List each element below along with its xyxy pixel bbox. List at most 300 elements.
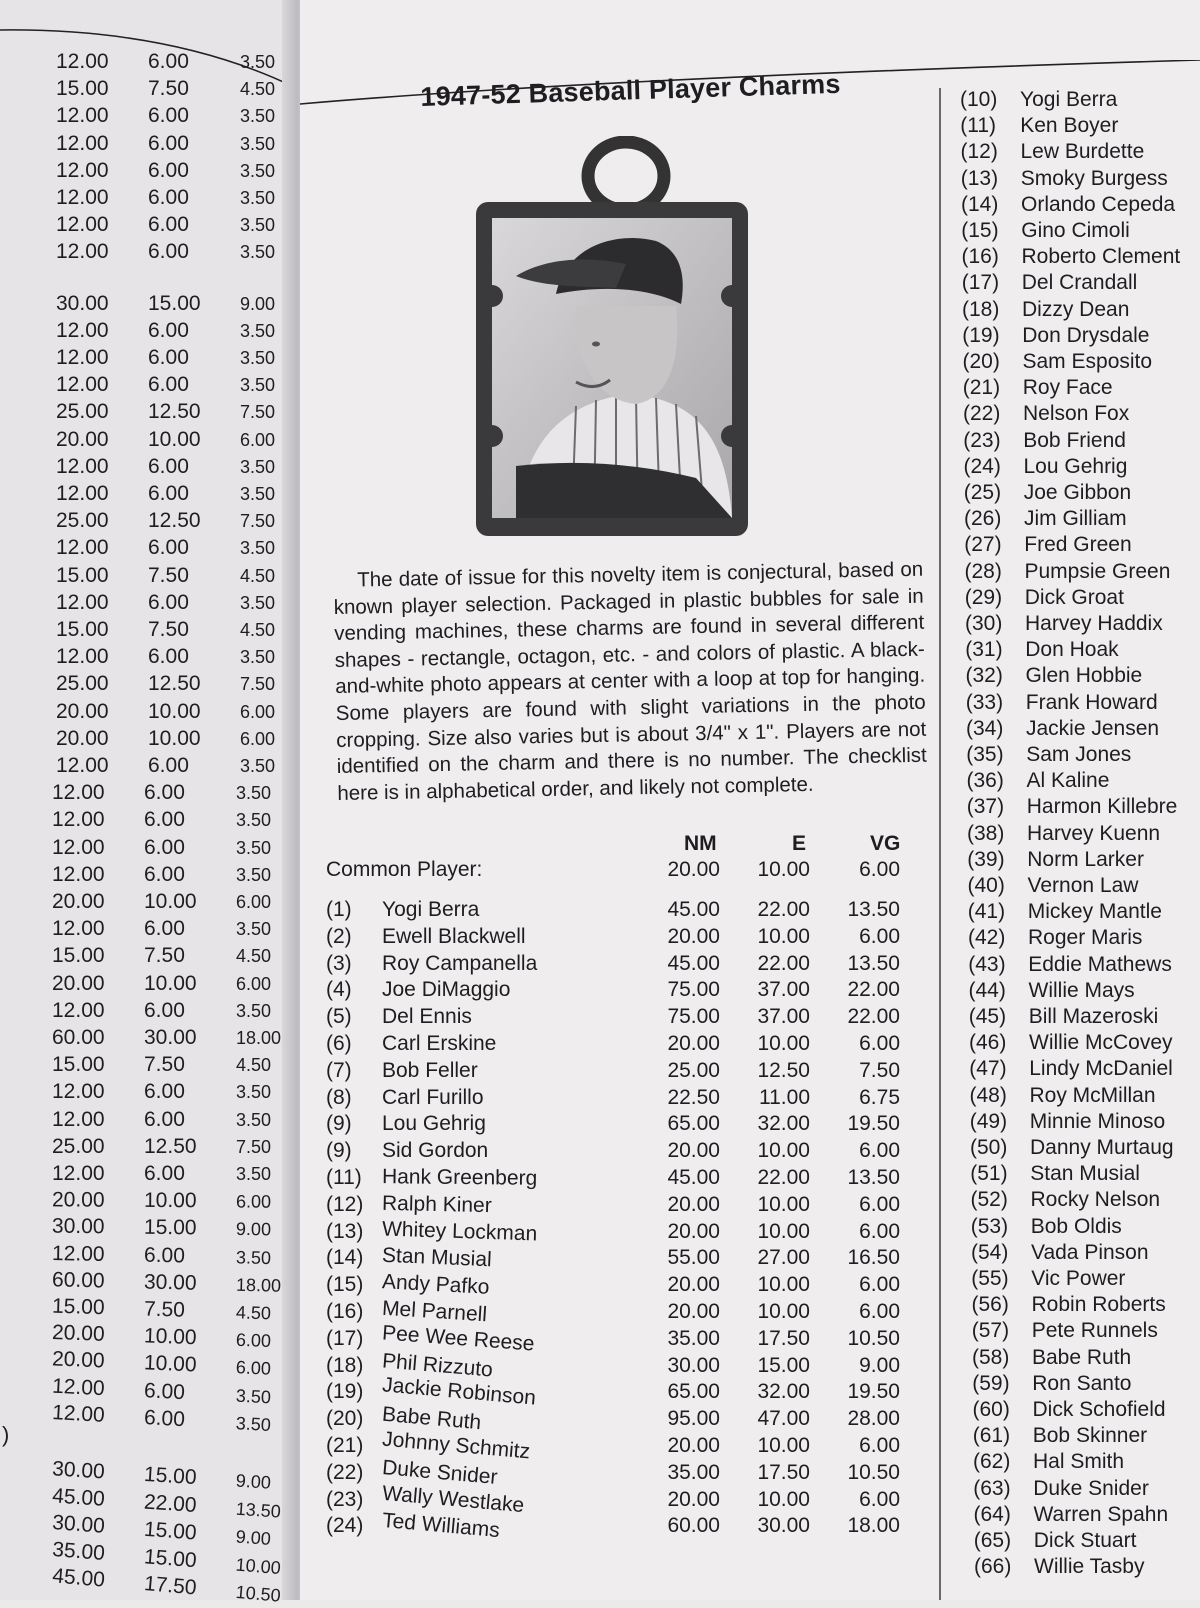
left-value-e: 6.00 bbox=[148, 158, 189, 182]
checklist-name: Yogi Berra bbox=[1020, 88, 1118, 111]
value-vg: 6.00 bbox=[859, 924, 900, 948]
left-value-row bbox=[52, 1135, 271, 1159]
left-value-e: 6.00 bbox=[148, 186, 189, 209]
price-row bbox=[322, 898, 922, 926]
left-value-row bbox=[52, 1026, 281, 1050]
left-value-nm: 12.00 bbox=[56, 482, 109, 505]
left-value-vg: 3.50 bbox=[236, 837, 272, 858]
left-value-nm: 30.00 bbox=[51, 1215, 105, 1239]
value-e: 15.00 bbox=[757, 1353, 810, 1377]
left-value-nm: 12.00 bbox=[56, 645, 109, 669]
checklist-item bbox=[962, 245, 1181, 269]
left-value-nm: 30.00 bbox=[56, 291, 109, 315]
player-number: (4) bbox=[326, 978, 352, 1002]
value-e: 10.00 bbox=[757, 1192, 810, 1216]
left-value-e: 7.50 bbox=[144, 944, 185, 968]
checklist-name: Willie Tasby bbox=[1034, 1555, 1145, 1579]
left-value-vg: 3.50 bbox=[240, 320, 276, 341]
value-vg: 28.00 bbox=[847, 1407, 900, 1431]
checklist-item bbox=[971, 1188, 1161, 1212]
value-nm: 20.00 bbox=[667, 1300, 720, 1323]
left-value-e: 17.50 bbox=[143, 1572, 198, 1600]
left-value-e: 6.00 bbox=[148, 590, 189, 614]
value-e: 10.00 bbox=[757, 1434, 810, 1457]
checklist-item bbox=[961, 219, 1130, 243]
left-value-nm: 12.00 bbox=[52, 862, 105, 886]
left-value-row bbox=[56, 213, 275, 237]
left-value-nm: 12.00 bbox=[51, 1241, 105, 1266]
left-value-nm: 12.00 bbox=[56, 373, 109, 397]
value-vg: 13.50 bbox=[847, 898, 900, 921]
left-value-vg: 4.50 bbox=[235, 1302, 272, 1324]
value-vg: 6.00 bbox=[859, 1032, 900, 1055]
value-vg: 10.50 bbox=[847, 1326, 900, 1350]
left-value-vg: 3.50 bbox=[240, 484, 276, 504]
left-value-row bbox=[52, 1162, 271, 1186]
checklist-number: (21) bbox=[962, 376, 1001, 400]
value-e: 30.00 bbox=[757, 1514, 810, 1538]
value-nm: 75.00 bbox=[667, 1005, 720, 1029]
left-value-nm: 20.00 bbox=[52, 971, 105, 995]
value-nm: 20.00 bbox=[667, 924, 720, 948]
value-e: 12.50 bbox=[757, 1058, 810, 1082]
player-number: (6) bbox=[326, 1032, 352, 1055]
checklist-item bbox=[960, 114, 1118, 138]
left-value-e: 6.00 bbox=[144, 862, 185, 886]
column-divider bbox=[938, 88, 942, 1600]
left-value-row bbox=[52, 781, 271, 805]
value-nm: 65.00 bbox=[667, 1112, 720, 1136]
player-name: Sid Gordon bbox=[382, 1139, 489, 1163]
value-e: 10.00 bbox=[757, 924, 810, 948]
value-e: 47.00 bbox=[757, 1407, 810, 1431]
checklist-item bbox=[968, 926, 1142, 950]
player-number: (7) bbox=[326, 1058, 352, 1082]
checklist-item bbox=[966, 691, 1158, 715]
left-value-vg: 6.00 bbox=[240, 701, 276, 722]
left-value-vg: 9.00 bbox=[235, 1219, 272, 1240]
left-value-vg: 3.50 bbox=[240, 242, 276, 263]
price-row bbox=[322, 1166, 922, 1194]
left-value-vg: 6.00 bbox=[240, 429, 276, 450]
checklist-item bbox=[973, 1450, 1124, 1474]
left-value-vg: 3.50 bbox=[236, 919, 272, 940]
value-e: 10.00 bbox=[757, 1487, 810, 1511]
checklist-name: Roberto Clement bbox=[1021, 245, 1181, 269]
left-value-vg: 7.50 bbox=[240, 511, 276, 532]
checklist-item bbox=[967, 769, 1110, 793]
left-value-row bbox=[52, 917, 271, 941]
checklist-number: (38) bbox=[967, 821, 1005, 845]
value-vg: 13.50 bbox=[847, 951, 900, 975]
value-nm: 20.00 bbox=[667, 1139, 720, 1163]
checklist-item bbox=[969, 1031, 1173, 1055]
checklist-item bbox=[974, 1503, 1169, 1527]
checklist-item bbox=[970, 1084, 1156, 1108]
checklist-name: Dick Schofield bbox=[1032, 1398, 1166, 1421]
checklist-number: (47) bbox=[969, 1057, 1007, 1081]
checklist-number: (32) bbox=[965, 664, 1003, 688]
checklist-item bbox=[965, 612, 1163, 636]
left-value-e: 12.50 bbox=[144, 1134, 197, 1158]
left-value-vg: 3.50 bbox=[236, 1082, 272, 1103]
left-value-nm: 60.00 bbox=[52, 1026, 105, 1049]
checklist-number: (58) bbox=[972, 1345, 1010, 1369]
checklist-number: (44) bbox=[968, 978, 1006, 1002]
checklist-number: (59) bbox=[972, 1371, 1010, 1395]
left-value-e: 6.00 bbox=[143, 1405, 186, 1432]
checklist-item bbox=[968, 900, 1162, 924]
left-value-e: 6.00 bbox=[148, 536, 189, 560]
left-value-e: 15.00 bbox=[148, 291, 201, 315]
left-value-nm: 12.00 bbox=[52, 835, 105, 859]
player-name: Pee Wee Reese bbox=[381, 1321, 536, 1356]
checklist-number: (11) bbox=[960, 114, 997, 138]
checklist-number: (48) bbox=[969, 1083, 1007, 1107]
player-number: (5) bbox=[326, 1005, 352, 1029]
value-vg: 22.00 bbox=[847, 978, 900, 1002]
left-value-row bbox=[52, 1268, 282, 1298]
left-value-vg: 3.50 bbox=[240, 756, 276, 776]
left-value-nm: 12.00 bbox=[52, 917, 105, 941]
left-value-vg: 7.50 bbox=[240, 402, 276, 423]
checklist-number: (35) bbox=[966, 743, 1004, 766]
left-value-e: 12.50 bbox=[148, 400, 201, 424]
player-number: (1) bbox=[326, 898, 352, 921]
left-value-nm: 15.00 bbox=[56, 77, 109, 101]
checklist-item bbox=[974, 1529, 1137, 1553]
left-value-vg: 3.50 bbox=[240, 375, 276, 396]
value-e: 17.50 bbox=[757, 1326, 810, 1350]
left-value-row bbox=[56, 373, 275, 397]
player-number: (21) bbox=[326, 1434, 364, 1457]
left-value-e: 6.00 bbox=[144, 1107, 185, 1131]
left-value-vg: 3.50 bbox=[235, 1246, 272, 1268]
value-e: 37.00 bbox=[757, 978, 810, 1002]
price-row bbox=[322, 1509, 922, 1543]
left-value-vg: 6.00 bbox=[235, 1191, 272, 1212]
value-e: 37.00 bbox=[757, 1005, 810, 1029]
left-value-row bbox=[56, 159, 275, 183]
checklist-item bbox=[970, 1110, 1165, 1134]
left-page-value-column bbox=[51, 0, 296, 1606]
left-value-row bbox=[52, 890, 271, 914]
left-value-nm: 15.00 bbox=[56, 618, 109, 641]
checklist-name: Pete Runnels bbox=[1031, 1319, 1158, 1343]
left-value-row bbox=[56, 346, 275, 370]
checklist-number: (25) bbox=[963, 481, 1002, 504]
column-header-e: E bbox=[792, 832, 807, 855]
value-nm: 20.00 bbox=[667, 1487, 720, 1511]
left-value-nm: 12.00 bbox=[56, 50, 109, 73]
left-value-row bbox=[56, 509, 275, 533]
player-name: Babe Ruth bbox=[381, 1402, 483, 1435]
checklist-item bbox=[961, 140, 1145, 164]
checklist-number: (64) bbox=[973, 1502, 1011, 1526]
checklist-number: (57) bbox=[971, 1319, 1010, 1343]
value-nm: 35.00 bbox=[667, 1460, 720, 1484]
checklist-number: (60) bbox=[972, 1398, 1010, 1421]
left-value-row bbox=[52, 1215, 271, 1242]
checklist-name: Jackie Jensen bbox=[1026, 716, 1160, 740]
column-header-vg: VG bbox=[870, 832, 901, 855]
checklist-number: (50) bbox=[970, 1136, 1008, 1159]
left-value-e: 6.00 bbox=[148, 645, 189, 669]
checklist-number: (29) bbox=[964, 585, 1003, 609]
checklist-number: (55) bbox=[971, 1267, 1009, 1290]
player-name: Ralph Kiner bbox=[381, 1191, 492, 1217]
left-value-row bbox=[52, 1080, 271, 1104]
player-name: Ted Williams bbox=[381, 1509, 501, 1543]
checklist-number: (16) bbox=[961, 245, 999, 269]
player-number: (17) bbox=[326, 1326, 364, 1350]
checklist-name: Frank Howard bbox=[1025, 690, 1158, 714]
left-value-vg: 7.50 bbox=[240, 674, 276, 695]
checklist-number: (31) bbox=[965, 638, 1003, 662]
left-value-vg: 10.50 bbox=[234, 1581, 282, 1606]
player-name: Jackie Robinson bbox=[381, 1373, 537, 1411]
value-vg: 6.75 bbox=[859, 1085, 900, 1109]
checklist-name: Dizzy Dean bbox=[1022, 297, 1130, 321]
checklist-name: Willie McCovey bbox=[1029, 1031, 1173, 1055]
value-e: 10.00 bbox=[757, 1139, 810, 1163]
checklist-name: Harmon Killebre bbox=[1026, 795, 1178, 819]
price-row bbox=[322, 1112, 922, 1140]
checklist-number: (56) bbox=[971, 1293, 1009, 1317]
checklist-item bbox=[964, 481, 1131, 505]
checklist-item bbox=[971, 1241, 1149, 1265]
value-nm: 22.50 bbox=[667, 1085, 720, 1109]
player-name: Yogi Berra bbox=[382, 898, 480, 921]
checklist-number: (17) bbox=[961, 271, 1000, 295]
checklist-item bbox=[970, 1136, 1174, 1160]
left-value-vg: 6.00 bbox=[236, 973, 272, 994]
checklist-name: Ken Boyer bbox=[1020, 114, 1119, 138]
left-value-vg: 6.00 bbox=[236, 892, 272, 912]
player-number: (20) bbox=[326, 1407, 364, 1431]
checklist-number: (22) bbox=[963, 402, 1001, 426]
price-row bbox=[322, 1005, 922, 1033]
left-value-vg: 4.50 bbox=[240, 620, 276, 640]
checklist-number: (45) bbox=[968, 1005, 1007, 1028]
checklist-name: Roy McMillan bbox=[1029, 1083, 1156, 1107]
checklist-number: (40) bbox=[967, 874, 1005, 897]
checklist-name: Bob Oldis bbox=[1030, 1214, 1122, 1238]
checklist-name: Lou Gehrig bbox=[1023, 454, 1128, 478]
checklist-item bbox=[969, 1057, 1173, 1081]
checklist bbox=[960, 88, 1200, 1600]
value-nm: 20.00 bbox=[667, 1032, 720, 1055]
checklist-number: (28) bbox=[964, 559, 1002, 583]
checklist-number: (42) bbox=[968, 926, 1006, 950]
left-value-e: 6.00 bbox=[148, 318, 189, 342]
left-value-nm: 12.00 bbox=[56, 590, 109, 614]
checklist-name: Hal Smith bbox=[1033, 1450, 1125, 1474]
left-value-vg: 3.50 bbox=[240, 106, 276, 127]
value-nm: 65.00 bbox=[667, 1380, 720, 1404]
left-value-nm: 12.00 bbox=[56, 536, 109, 560]
left-value-e: 15.00 bbox=[143, 1216, 197, 1240]
value-nm: 75.00 bbox=[667, 978, 720, 1002]
left-value-vg: 3.50 bbox=[236, 1109, 272, 1130]
left-value-e: 6.00 bbox=[148, 346, 189, 369]
left-value-e: 7.50 bbox=[143, 1297, 186, 1322]
left-value-row bbox=[56, 727, 275, 751]
left-value-e: 6.00 bbox=[144, 808, 185, 832]
player-number: (13) bbox=[326, 1219, 364, 1243]
checklist-number: (23) bbox=[963, 428, 1001, 452]
checklist-name: Harvey Kuenn bbox=[1027, 821, 1161, 845]
left-value-row bbox=[56, 400, 275, 424]
checklist-name: Lew Burdette bbox=[1020, 140, 1145, 164]
player-number: (11) bbox=[326, 1166, 362, 1189]
value-vg: 6.00 bbox=[859, 1219, 900, 1243]
left-value-row bbox=[56, 645, 275, 669]
value-vg: 13.50 bbox=[847, 1166, 900, 1189]
left-value-nm: 12.00 bbox=[56, 240, 109, 264]
checklist-item bbox=[973, 1477, 1149, 1501]
left-value-nm: 12.00 bbox=[52, 998, 105, 1022]
checklist-name: Duke Snider bbox=[1033, 1476, 1149, 1500]
checklist-item bbox=[972, 1293, 1166, 1317]
left-value-nm: 12.00 bbox=[52, 808, 105, 832]
value-vg: 6.00 bbox=[859, 1487, 900, 1511]
checklist-name: Vernon Law bbox=[1027, 874, 1139, 897]
left-value-nm: 12.00 bbox=[56, 186, 109, 209]
value-e: 27.00 bbox=[757, 1246, 810, 1270]
left-value-nm: 20.00 bbox=[51, 1321, 106, 1347]
value-e: 10.00 bbox=[757, 1032, 810, 1055]
left-value-vg: 3.50 bbox=[240, 592, 276, 613]
left-value-row bbox=[56, 319, 275, 343]
player-name: Joe DiMaggio bbox=[382, 978, 511, 1002]
checklist-name: Lindy McDaniel bbox=[1029, 1057, 1173, 1081]
player-number: (23) bbox=[326, 1487, 364, 1511]
checklist-name: Eddie Mathews bbox=[1028, 952, 1172, 976]
checklist-item bbox=[963, 402, 1129, 426]
player-number: (3) bbox=[326, 951, 352, 975]
left-value-vg: 4.50 bbox=[236, 946, 272, 967]
checklist-item bbox=[966, 664, 1143, 688]
left-value-nm: 60.00 bbox=[51, 1268, 105, 1293]
value-e: 10.00 bbox=[757, 1300, 810, 1323]
left-value-e: 30.00 bbox=[144, 1026, 197, 1049]
left-value-nm: 20.00 bbox=[51, 1347, 106, 1373]
checklist-number: (66) bbox=[974, 1555, 1012, 1579]
player-name: Phil Rizzuto bbox=[381, 1348, 494, 1382]
checklist-name: Nelson Fox bbox=[1023, 402, 1130, 426]
left-value-nm: 12.00 bbox=[56, 131, 109, 155]
checklist-item bbox=[961, 167, 1168, 191]
player-name: Bob Feller bbox=[382, 1058, 478, 1082]
left-value-nm: 15.00 bbox=[52, 1053, 105, 1077]
value-vg: 6.00 bbox=[859, 1139, 900, 1163]
left-value-row bbox=[56, 186, 275, 210]
left-value-e: 6.00 bbox=[144, 998, 185, 1022]
left-value-nm: 12.00 bbox=[52, 781, 105, 805]
left-value-nm: 45.00 bbox=[51, 1564, 106, 1592]
checklist-number: (52) bbox=[970, 1188, 1008, 1212]
price-row bbox=[322, 1217, 922, 1248]
checklist-number: (61) bbox=[972, 1424, 1011, 1448]
price-table bbox=[322, 830, 922, 1570]
left-value-e: 7.50 bbox=[148, 77, 189, 101]
price-row bbox=[322, 1246, 922, 1274]
left-value-e: 15.00 bbox=[143, 1462, 198, 1490]
left-value-e: 6.00 bbox=[143, 1243, 186, 1268]
checklist-name: Minnie Minoso bbox=[1029, 1109, 1166, 1133]
player-name: Roy Campanella bbox=[382, 951, 538, 975]
player-name: Hank Greenberg bbox=[381, 1165, 538, 1190]
checklist-name: Ron Santo bbox=[1032, 1371, 1132, 1395]
checklist-item bbox=[968, 953, 1172, 977]
player-number: (22) bbox=[326, 1460, 364, 1484]
checklist-item bbox=[962, 298, 1129, 322]
left-value-row bbox=[56, 292, 275, 316]
player-number: (2) bbox=[326, 924, 352, 948]
left-value-e: 7.50 bbox=[148, 618, 189, 641]
left-value-nm: 12.00 bbox=[56, 213, 109, 237]
left-value-e: 6.00 bbox=[148, 213, 189, 237]
left-value-nm: 35.00 bbox=[51, 1537, 106, 1565]
checklist-number: (13) bbox=[960, 166, 999, 190]
checklist-number: (15) bbox=[961, 219, 999, 242]
column-header-nm: NM bbox=[684, 832, 717, 855]
left-value-e: 6.00 bbox=[148, 104, 189, 128]
left-value-nm: 12.00 bbox=[56, 754, 109, 777]
checklist-name: Don Drysdale bbox=[1022, 323, 1150, 347]
checklist-item bbox=[967, 822, 1160, 846]
left-value-row bbox=[56, 754, 275, 778]
player-name: Duke Snider bbox=[381, 1455, 499, 1489]
left-value-row bbox=[56, 618, 275, 642]
left-value-nm: 12.00 bbox=[56, 454, 109, 478]
left-value-row bbox=[56, 672, 275, 696]
value-nm: 20.00 bbox=[667, 1219, 720, 1243]
checklist-number: (36) bbox=[966, 769, 1004, 793]
checklist-name: Dick Groat bbox=[1024, 585, 1124, 609]
value-e: 22.00 bbox=[757, 951, 810, 975]
player-name: Ewell Blackwell bbox=[382, 924, 526, 948]
checklist-item bbox=[964, 533, 1131, 557]
checklist-number: (51) bbox=[970, 1162, 1008, 1186]
checklist-item bbox=[960, 88, 1117, 112]
checklist-number: (34) bbox=[966, 716, 1004, 740]
player-number: (15) bbox=[326, 1273, 364, 1297]
left-value-vg: 4.50 bbox=[240, 79, 276, 100]
left-value-vg: 6.00 bbox=[235, 1357, 272, 1380]
checklist-name: Danny Murtaug bbox=[1030, 1136, 1174, 1159]
value-e: 11.00 bbox=[759, 1085, 810, 1109]
value-nm: 25.00 bbox=[667, 1058, 720, 1082]
left-value-nm: 20.00 bbox=[52, 890, 105, 913]
left-value-vg: 3.50 bbox=[240, 647, 276, 668]
value-e: 22.00 bbox=[757, 1166, 810, 1189]
value-nm: 30.00 bbox=[667, 1353, 720, 1377]
left-value-e: 10.00 bbox=[143, 1189, 197, 1213]
checklist-name: Jim Gilliam bbox=[1024, 507, 1127, 531]
left-value-e: 6.00 bbox=[148, 754, 189, 777]
checklist-item bbox=[973, 1424, 1147, 1448]
value-e: 10.00 bbox=[757, 1273, 810, 1297]
left-value-e: 6.00 bbox=[148, 454, 189, 478]
checklist-number: (24) bbox=[963, 454, 1001, 478]
left-value-e: 6.00 bbox=[144, 835, 185, 859]
left-value-nm: 20.00 bbox=[56, 726, 109, 750]
left-value-vg: 3.50 bbox=[240, 348, 276, 368]
checklist-item bbox=[972, 1346, 1131, 1370]
checklist-item bbox=[962, 324, 1149, 348]
